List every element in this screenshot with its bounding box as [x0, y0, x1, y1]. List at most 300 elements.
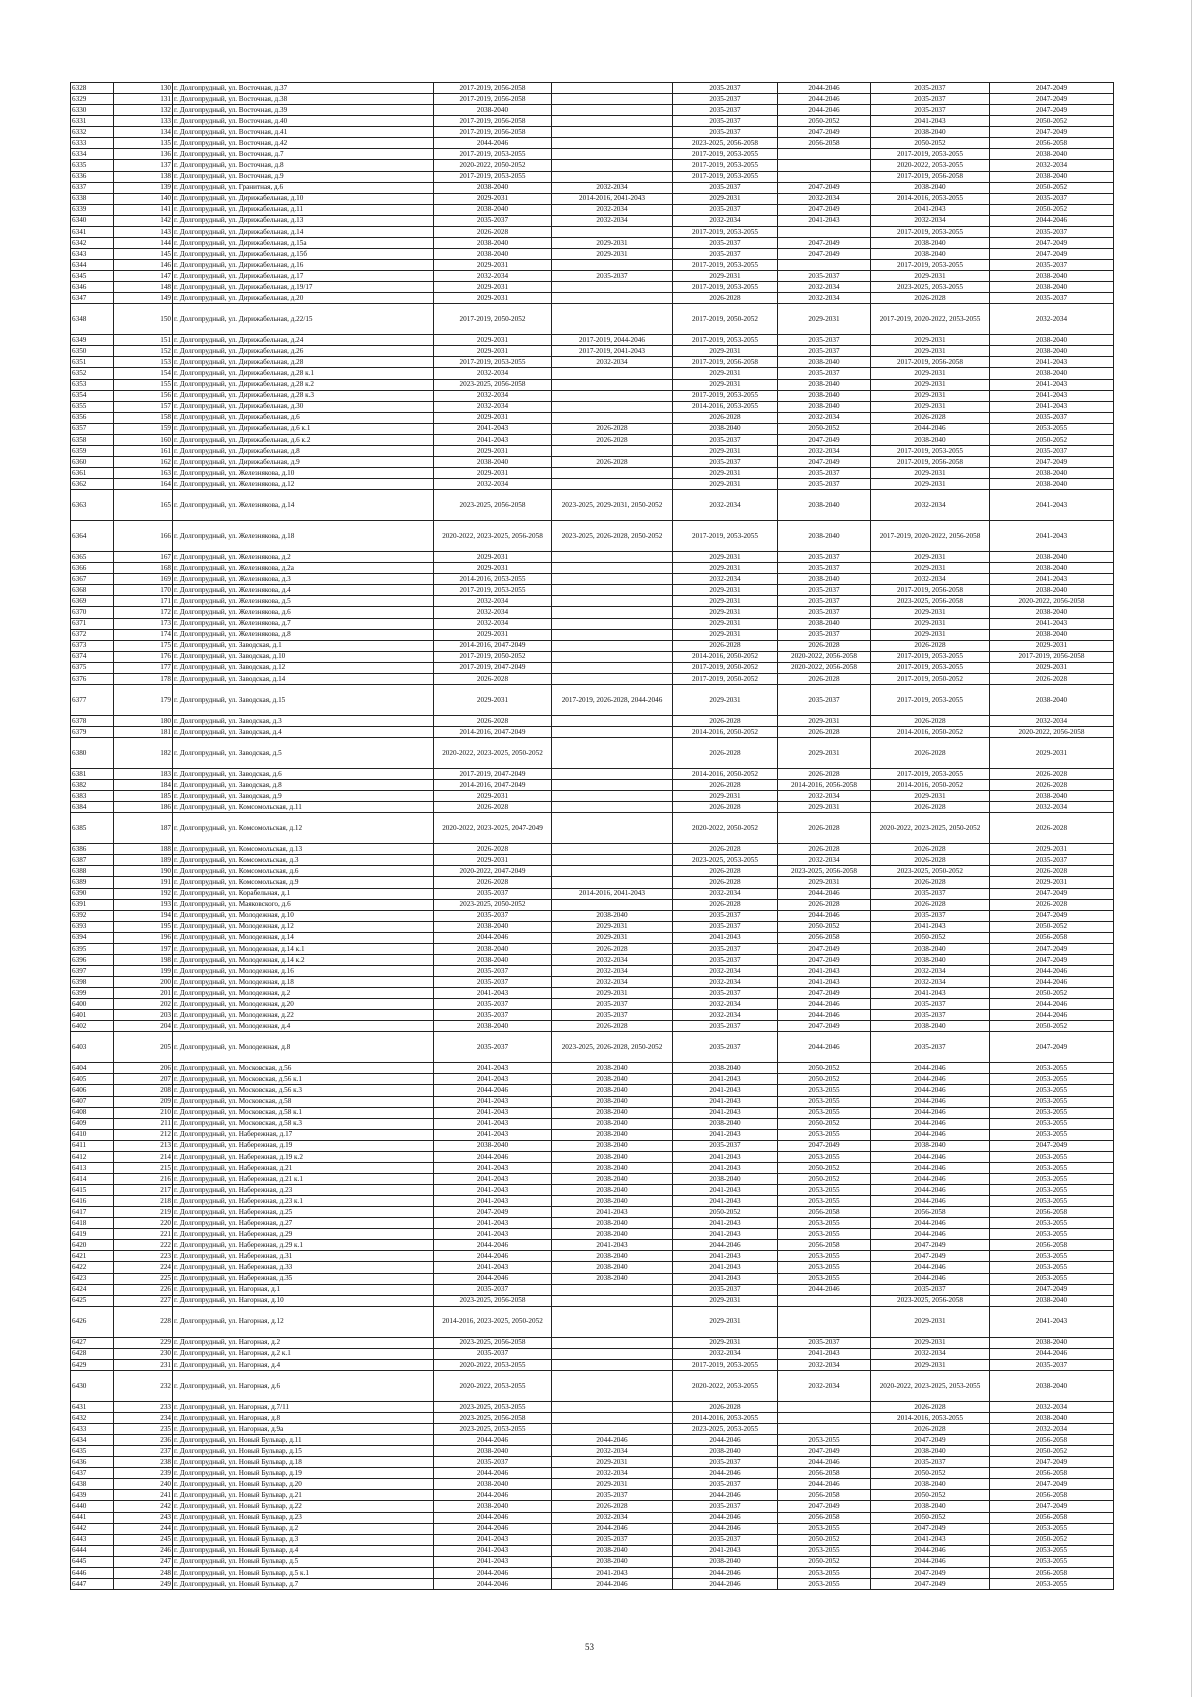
table-row	[71, 1185, 1114, 1196]
table-row	[71, 866, 1114, 877]
table-cell: 2053-2055	[990, 1556, 1114, 1567]
table-cell: 2032-2034	[434, 390, 552, 401]
table-cell: 2014-2016, 2041-2043	[552, 193, 673, 204]
table-cell: г. Долгопрудный, ул. Железнякова, д.10	[173, 468, 434, 479]
table-cell: 2038-2040	[871, 1021, 990, 1032]
table-cell: 2041-2043	[552, 1567, 673, 1578]
table-cell: 2044-2046	[434, 1468, 552, 1479]
table-cell: 2044-2046	[871, 1196, 990, 1207]
table-cell: г. Долгопрудный, ул. Нагорная, д.2	[173, 1337, 434, 1348]
table-cell	[552, 282, 673, 293]
table-cell: 2044-2046	[871, 1151, 990, 1162]
table-cell: г. Долгопрудный, ул. Молодежная, д.16	[173, 965, 434, 976]
table-cell	[552, 468, 673, 479]
table-cell: 2026-2028	[871, 877, 990, 888]
table-cell: 2044-2046	[871, 1118, 990, 1129]
table-cell: г. Долгопрудный, ул. Железнякова, д.12	[173, 479, 434, 490]
table-cell: 144	[114, 237, 173, 248]
table-cell: 2047-2049	[871, 1567, 990, 1578]
table-cell: 2047-2049	[990, 83, 1114, 94]
table-cell: г. Долгопрудный, ул. Комсомольская, д.9	[173, 877, 434, 888]
table-cell: 161	[114, 445, 173, 456]
table-cell: 148	[114, 282, 173, 293]
table-cell: 2035-2037	[673, 248, 778, 259]
table-cell: 2026-2028	[990, 813, 1114, 844]
table-cell: г. Долгопрудный, ул. Новый Бульвар, д.15	[173, 1446, 434, 1457]
table-cell: 2026-2028	[871, 844, 990, 855]
table-cell: 160	[114, 434, 173, 445]
table-cell: г. Долгопрудный, ул. Дирижабельная, д.10	[173, 193, 434, 204]
table-cell: г. Долгопрудный, ул. Дирижабельная, д.20	[173, 293, 434, 304]
table-cell: 6418	[71, 1218, 114, 1229]
table-cell	[552, 149, 673, 160]
table-cell: 6334	[71, 149, 114, 160]
table-cell: 6410	[71, 1129, 114, 1140]
table-cell: 168	[114, 563, 173, 574]
table-cell: 2029-2031	[673, 618, 778, 629]
table-cell: 2029-2031	[990, 640, 1114, 651]
table-cell: 2038-2040	[552, 1085, 673, 1096]
table-cell: 2047-2049	[871, 1523, 990, 1534]
table-cell: 6393	[71, 921, 114, 932]
table-row	[71, 304, 1114, 335]
table-cell	[552, 596, 673, 607]
page-edge-line	[1191, 0, 1192, 1697]
table-cell: 2053-2055	[778, 1578, 871, 1589]
table-cell: 2053-2055	[778, 1567, 871, 1578]
table-row	[71, 1556, 1114, 1567]
table-row	[71, 596, 1114, 607]
table-cell: 6408	[71, 1107, 114, 1118]
table-cell: 2047-2049	[778, 456, 871, 467]
table-cell: 2053-2055	[990, 1229, 1114, 1240]
table-cell: 2035-2037	[871, 1284, 990, 1295]
table-cell: г. Долгопрудный, ул. Набережная, д.23	[173, 1185, 434, 1196]
table-cell: 2047-2049	[778, 237, 871, 248]
table-cell: 212	[114, 1129, 173, 1140]
table-cell: 2044-2046	[673, 1435, 778, 1446]
table-cell: 2026-2028	[434, 802, 552, 813]
table-cell	[552, 673, 673, 684]
table-row	[71, 921, 1114, 932]
table-row	[71, 1240, 1114, 1251]
table-cell: 2038-2040	[871, 1479, 990, 1490]
table-cell: 2026-2028	[778, 769, 871, 780]
table-cell: 2044-2046	[871, 1229, 990, 1240]
table-cell: 2032-2034	[673, 1010, 778, 1021]
table-cell: 2044-2046	[434, 932, 552, 943]
table-cell: 2038-2040	[778, 574, 871, 585]
table-cell: 2032-2034	[778, 855, 871, 866]
table-cell: 2029-2031	[552, 1457, 673, 1468]
table-cell: 2023-2025, 2050-2052	[871, 866, 990, 877]
table-cell: 2056-2058	[990, 1490, 1114, 1501]
table-cell: 2038-2040	[990, 368, 1114, 379]
table-cell: 2038-2040	[552, 910, 673, 921]
table-cell: 2041-2043	[990, 357, 1114, 368]
table-cell: 2056-2058	[778, 932, 871, 943]
table-cell: 2044-2046	[990, 1010, 1114, 1021]
table-cell: 2029-2031	[552, 988, 673, 999]
table-cell	[552, 368, 673, 379]
table-cell: 2041-2043	[673, 1251, 778, 1262]
table-cell: 2032-2034	[673, 977, 778, 988]
table-row	[71, 226, 1114, 237]
table-cell: 2032-2034	[990, 160, 1114, 171]
table-cell: 2035-2037	[778, 552, 871, 563]
table-cell: г. Долгопрудный, ул. Дирижабельная, д.24	[173, 335, 434, 346]
table-cell: 2035-2037	[673, 910, 778, 921]
table-cell: 2041-2043	[778, 965, 871, 976]
table-cell: 6336	[71, 171, 114, 182]
table-cell: 2017-2019, 2050-2052	[434, 651, 552, 662]
table-cell: 2026-2028	[673, 866, 778, 877]
table-cell	[552, 607, 673, 618]
table-cell: 2029-2031	[871, 390, 990, 401]
table-cell: 171	[114, 596, 173, 607]
table-cell: 2041-2043	[990, 574, 1114, 585]
table-cell: 2053-2055	[778, 1273, 871, 1284]
table-cell: 2023-2025, 2056-2058	[871, 596, 990, 607]
table-cell: 2029-2031	[673, 585, 778, 596]
table-cell: 2041-2043	[871, 1534, 990, 1545]
table-cell: 2032-2034	[990, 1424, 1114, 1435]
table-cell: 2041-2043	[871, 921, 990, 932]
table-cell: 2023-2025, 2056-2058	[434, 1337, 552, 1348]
table-cell: 2038-2040	[990, 479, 1114, 490]
table-cell: 2035-2037	[673, 237, 778, 248]
table-cell	[552, 1306, 673, 1337]
table-cell: 2029-2031	[871, 791, 990, 802]
table-cell: 2038-2040	[871, 1446, 990, 1457]
table-cell: 2050-2052	[778, 116, 871, 127]
table-cell: 6344	[71, 260, 114, 271]
table-cell: 2047-2049	[990, 1457, 1114, 1468]
table-cell: г. Долгопрудный, ул. Новый Бульвар, д.3	[173, 1534, 434, 1545]
table-cell: 174	[114, 629, 173, 640]
table-cell: 2038-2040	[552, 1074, 673, 1085]
table-cell: 2032-2034	[778, 193, 871, 204]
table-cell: 2041-2043	[990, 490, 1114, 521]
table-cell: 6433	[71, 1424, 114, 1435]
table-cell: 2035-2037	[871, 105, 990, 116]
table-cell: г. Долгопрудный, ул. Дирижабельная, д.14	[173, 226, 434, 237]
table-cell	[552, 574, 673, 585]
table-cell: 2026-2028	[871, 738, 990, 769]
table-cell: 6330	[71, 105, 114, 116]
table-cell: 229	[114, 1337, 173, 1348]
table-cell: 6421	[71, 1251, 114, 1262]
table-cell: 2038-2040	[990, 1337, 1114, 1348]
table-cell: 6381	[71, 769, 114, 780]
table-cell: 2056-2058	[778, 1240, 871, 1251]
table-cell: 6349	[71, 335, 114, 346]
table-cell: 193	[114, 899, 173, 910]
table-cell: г. Долгопрудный, ул. Набережная, д.35	[173, 1273, 434, 1284]
table-cell: 2020-2022, 2053-2055	[434, 1359, 552, 1370]
table-cell: 137	[114, 160, 173, 171]
table-cell: 2044-2046	[871, 1162, 990, 1173]
table-cell: 2053-2055	[778, 1129, 871, 1140]
table-cell	[552, 855, 673, 866]
table-cell: 2038-2040	[871, 943, 990, 954]
table-row	[71, 1229, 1114, 1240]
table-cell: 2050-2052	[778, 1063, 871, 1074]
table-cell: г. Долгопрудный, ул. Дирижабельная, д.28	[173, 357, 434, 368]
table-cell: 6331	[71, 116, 114, 127]
table-cell: 6430	[71, 1370, 114, 1401]
table-cell: 2047-2049	[990, 456, 1114, 467]
table-cell: г. Долгопрудный, ул. Заводская, д.8	[173, 780, 434, 791]
table-cell: 2056-2058	[990, 1207, 1114, 1218]
table-cell: 2056-2058	[778, 1490, 871, 1501]
table-cell: 218	[114, 1196, 173, 1207]
table-cell: 130	[114, 83, 173, 94]
table-cell: 2032-2034	[434, 479, 552, 490]
table-cell: 2050-2052	[778, 1162, 871, 1173]
table-cell: 2038-2040	[552, 1196, 673, 1207]
table-cell: г. Долгопрудный, ул. Железнякова, д.2	[173, 552, 434, 563]
table-cell: 2029-2031	[552, 921, 673, 932]
table-cell: 6365	[71, 552, 114, 563]
table-cell: г. Долгопрудный, ул. Молодежная, д.10	[173, 910, 434, 921]
table-row	[71, 791, 1114, 802]
table-cell: 2053-2055	[990, 1129, 1114, 1140]
table-cell: 2014-2016, 2047-2049	[434, 780, 552, 791]
table-cell: 6392	[71, 910, 114, 921]
table-cell: 2020-2022, 2023-2025, 2053-2055	[871, 1370, 990, 1401]
table-cell: 6370	[71, 607, 114, 618]
table-cell: 2041-2043	[434, 1229, 552, 1240]
table-cell: 2038-2040	[871, 1140, 990, 1151]
table-cell: г. Долгопрудный, ул. Дирижабельная, д.17	[173, 271, 434, 282]
table-cell: 2038-2040	[673, 423, 778, 434]
table-cell: 2029-2031	[871, 479, 990, 490]
table-cell: 2041-2043	[434, 1162, 552, 1173]
table-cell: 2029-2031	[552, 932, 673, 943]
table-cell: 2041-2043	[673, 1218, 778, 1229]
table-cell: 2035-2037	[673, 1032, 778, 1063]
table-cell: 2029-2031	[673, 1337, 778, 1348]
table-cell: 2035-2037	[434, 1032, 552, 1063]
table-row	[71, 1512, 1114, 1523]
table-cell: 2032-2034	[552, 1512, 673, 1523]
table-cell: 2053-2055	[990, 1273, 1114, 1284]
table-cell: 6339	[71, 204, 114, 215]
table-cell: 2029-2031	[871, 468, 990, 479]
table-cell: 6388	[71, 866, 114, 877]
table-cell: 2053-2055	[990, 1162, 1114, 1173]
table-cell: 2044-2046	[434, 1523, 552, 1534]
table-cell: 2032-2034	[434, 271, 552, 282]
table-cell: 2041-2043	[434, 1262, 552, 1273]
table-cell: 2017-2019, 2056-2058	[871, 357, 990, 368]
table-cell: 2053-2055	[778, 1085, 871, 1096]
table-cell	[778, 1295, 871, 1306]
table-cell: 175	[114, 640, 173, 651]
table-cell: 6398	[71, 977, 114, 988]
table-cell: 2029-2031	[552, 237, 673, 248]
table-cell: 6435	[71, 1446, 114, 1457]
table-cell: 2044-2046	[871, 1129, 990, 1140]
table-cell: 2032-2034	[990, 1401, 1114, 1412]
table-cell: 2035-2037	[778, 271, 871, 282]
table-cell: 197	[114, 943, 173, 954]
table-cell: г. Долгопрудный, ул. Заводская, д.1	[173, 640, 434, 651]
table-cell: 2044-2046	[434, 1435, 552, 1446]
table-cell: 2041-2043	[434, 1534, 552, 1545]
table-cell: 2041-2043	[434, 1173, 552, 1184]
table-cell: 2029-2031	[673, 791, 778, 802]
table-cell: 6429	[71, 1359, 114, 1370]
table-row	[71, 346, 1114, 357]
table-cell: 2023-2025, 2053-2055	[434, 1424, 552, 1435]
table-cell: 2035-2037	[778, 563, 871, 574]
table-cell: 2038-2040	[778, 521, 871, 552]
table-cell: 164	[114, 479, 173, 490]
table-cell: 6380	[71, 738, 114, 769]
table-cell: 2026-2028	[673, 738, 778, 769]
table-cell: 6384	[71, 802, 114, 813]
table-cell: 2053-2055	[778, 1107, 871, 1118]
table-cell: 173	[114, 618, 173, 629]
table-cell: 135	[114, 138, 173, 149]
table-cell: 6372	[71, 629, 114, 640]
table-cell: 6379	[71, 726, 114, 737]
table-cell	[552, 640, 673, 651]
table-cell: 244	[114, 1523, 173, 1534]
table-cell: 2035-2037	[778, 1337, 871, 1348]
table-cell: 2026-2028	[552, 1501, 673, 1512]
table-cell: 2023-2025, 2053-2055	[673, 1424, 778, 1435]
table-cell: 181	[114, 726, 173, 737]
table-cell: 6440	[71, 1501, 114, 1512]
table-cell: 2053-2055	[990, 1262, 1114, 1273]
table-row	[71, 193, 1114, 204]
table-cell: 2038-2040	[552, 1118, 673, 1129]
table-cell: 2029-2031	[673, 1306, 778, 1337]
table-cell: 2056-2058	[990, 1512, 1114, 1523]
table-cell: 2032-2034	[871, 215, 990, 226]
table-cell: 2026-2028	[871, 802, 990, 813]
table-row	[71, 932, 1114, 943]
table-cell: г. Долгопрудный, ул. Дирижабельная, д.6 к.1	[173, 423, 434, 434]
table-cell: 2020-2022, 2023-2025, 2050-2052	[871, 813, 990, 844]
table-cell: 2041-2043	[434, 1185, 552, 1196]
table-cell: 2017-2019, 2050-2052	[434, 304, 552, 335]
table-cell: 6402	[71, 1021, 114, 1032]
table-cell: 2050-2052	[990, 1446, 1114, 1457]
table-cell: 2035-2037	[673, 182, 778, 193]
table-cell: 6348	[71, 304, 114, 335]
table-cell: 2041-2043	[434, 1096, 552, 1107]
table-cell: 2026-2028	[871, 640, 990, 651]
table-cell: 6356	[71, 412, 114, 423]
table-cell: 2047-2049	[778, 182, 871, 193]
table-cell: г. Долгопрудный, ул. Набережная, д.17	[173, 1129, 434, 1140]
table-cell	[552, 738, 673, 769]
page-number: 53	[585, 1642, 594, 1652]
table-row	[71, 94, 1114, 105]
table-cell: 2038-2040	[434, 954, 552, 965]
table-cell: г. Долгопрудный, ул. Железнякова, д.18	[173, 521, 434, 552]
table-cell: 2050-2052	[778, 921, 871, 932]
table-cell: 133	[114, 116, 173, 127]
table-cell: 2053-2055	[778, 1218, 871, 1229]
table-cell: 2044-2046	[673, 1523, 778, 1534]
table-cell: 6409	[71, 1118, 114, 1129]
table-row	[71, 726, 1114, 737]
table-cell: 2038-2040	[434, 1501, 552, 1512]
table-cell: г. Долгопрудный, ул. Железнякова, д.4	[173, 585, 434, 596]
table-cell: 2053-2055	[990, 1196, 1114, 1207]
table-cell: 2044-2046	[871, 1545, 990, 1556]
table-cell: 2035-2037	[990, 412, 1114, 423]
table-cell: 6343	[71, 248, 114, 259]
table-cell: 6375	[71, 662, 114, 673]
table-cell: 2026-2028	[552, 423, 673, 434]
table-cell: 203	[114, 1010, 173, 1021]
table-cell: 2035-2037	[434, 1284, 552, 1295]
table-cell: 2047-2049	[778, 434, 871, 445]
table-cell: 2047-2049	[990, 94, 1114, 105]
table-cell	[552, 651, 673, 662]
table-cell: 2044-2046	[673, 1468, 778, 1479]
table-cell: 2035-2037	[990, 293, 1114, 304]
table-cell: 6444	[71, 1545, 114, 1556]
table-cell: 2029-2031	[871, 379, 990, 390]
table-cell: 6425	[71, 1295, 114, 1306]
table-cell: 227	[114, 1295, 173, 1306]
table-cell: 2017-2019, 2056-2058	[871, 456, 990, 467]
table-cell: 2038-2040	[778, 490, 871, 521]
table-cell: 6423	[71, 1273, 114, 1284]
table-cell: 2044-2046	[871, 1185, 990, 1196]
table-cell: 217	[114, 1185, 173, 1196]
table-cell: 6426	[71, 1306, 114, 1337]
table-cell: г. Долгопрудный, ул. Набережная, д.21 к.1	[173, 1173, 434, 1184]
table-cell	[552, 94, 673, 105]
table-cell: г. Долгопрудный, ул. Заводская, д.10	[173, 651, 434, 662]
table-cell: 2041-2043	[778, 1348, 871, 1359]
table-cell: г. Долгопрудный, ул. Молодежная, д.12	[173, 921, 434, 932]
table-cell: 242	[114, 1501, 173, 1512]
table-cell: 249	[114, 1578, 173, 1589]
table-cell: 2041-2043	[552, 1240, 673, 1251]
table-cell: 6352	[71, 368, 114, 379]
table-cell: 2029-2031	[871, 401, 990, 412]
table-cell: г. Долгопрудный, ул. Набережная, д.31	[173, 1251, 434, 1262]
table-cell: 2038-2040	[673, 1173, 778, 1184]
table-cell	[552, 138, 673, 149]
table-cell: 2014-2016, 2047-2049	[434, 640, 552, 651]
table-row	[71, 116, 1114, 127]
table-cell: 2047-2049	[778, 1446, 871, 1457]
table-cell: 2035-2037	[552, 1534, 673, 1545]
table-cell: 2041-2043	[673, 1262, 778, 1273]
table-row	[71, 1401, 1114, 1412]
table-cell: 2053-2055	[778, 1151, 871, 1162]
table-cell: 191	[114, 877, 173, 888]
table-row	[71, 988, 1114, 999]
table-cell: 2038-2040	[778, 618, 871, 629]
table-cell: 158	[114, 412, 173, 423]
table-cell: 2014-2016, 2050-2052	[673, 769, 778, 780]
table-cell: 2038-2040	[673, 1063, 778, 1074]
table-cell	[552, 715, 673, 726]
table-row	[71, 640, 1114, 651]
table-row	[71, 1273, 1114, 1284]
